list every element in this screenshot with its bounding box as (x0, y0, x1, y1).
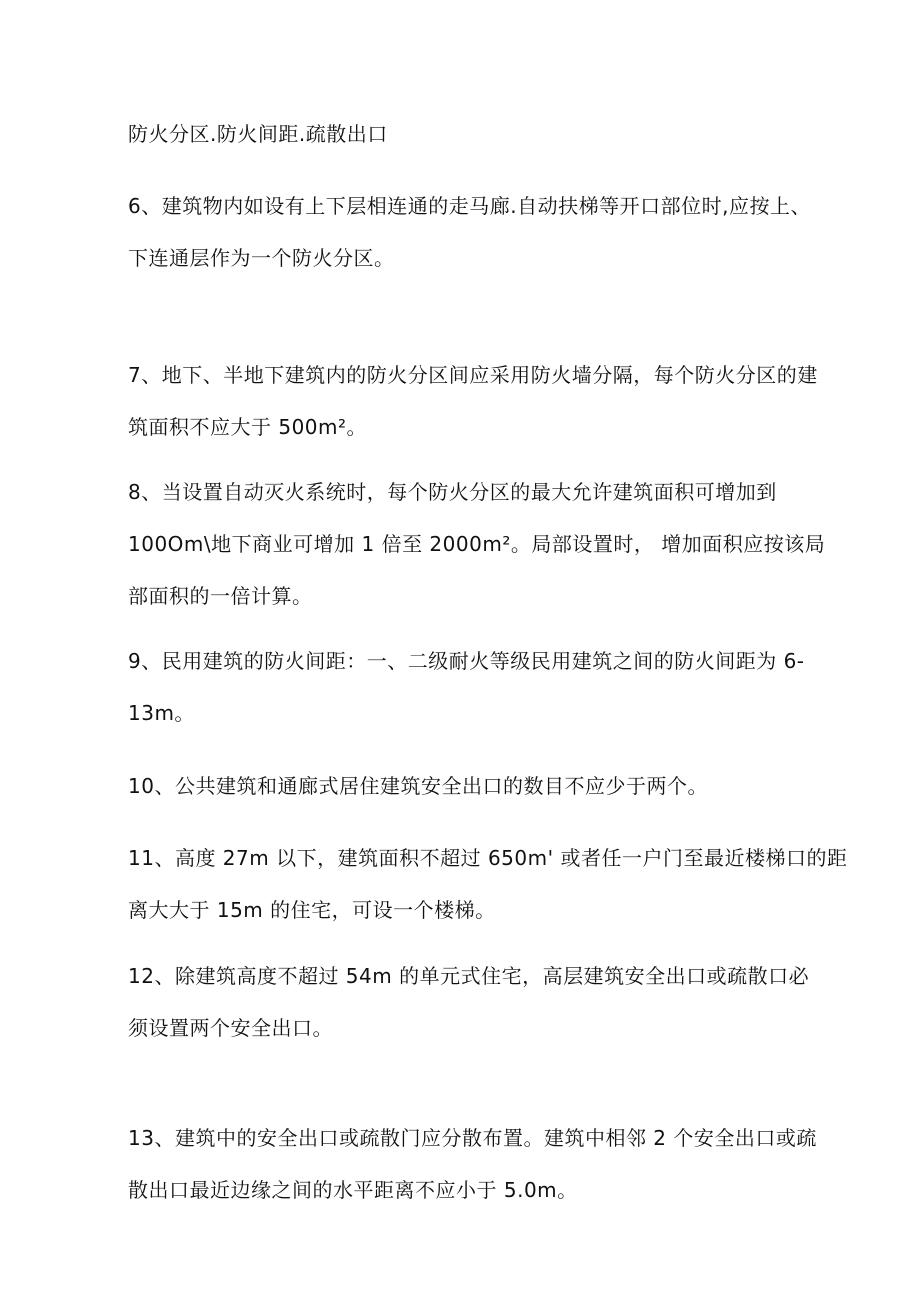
paragraph-line: 筑面积不应大于 500m²。 (128, 415, 368, 439)
paragraph-line: 12、除建筑高度不超过 54m 的单元式住宅，高层建筑安全出口或疏散口必 (128, 964, 810, 988)
paragraph-line: 13m。 (128, 701, 195, 725)
paragraph-item-13 (128, 1112, 817, 1216)
paragraph-item-11 (128, 832, 848, 936)
paragraph-line: 11、高度 27m 以下，建筑面积不超过 650m' 或者任一户门至最近楼梯口的距 (128, 846, 848, 870)
paragraph-line: 6、建筑物内如设有上下层相连通的走马廊.自动扶梯等开口部位时,应按上、 (128, 194, 811, 218)
paragraph-line: 部面积的一倍计算。 (128, 584, 313, 608)
paragraph-item-12 (128, 950, 810, 1054)
paragraph-item-8 (128, 466, 826, 622)
heading-line: 防火分区.防火间距.疏散出口 (128, 122, 388, 146)
paragraph-line: 13、建筑中的安全出口或疏散门应分散布置。建筑中相邻 2 个安全出口或疏 (128, 1126, 817, 1150)
paragraph-line: 8、当设置自动灭火系统时，每个防火分区的最大允许建筑面积可增加到 (128, 480, 777, 504)
paragraph-line: 7、地下、半地下建筑内的防火分区间应采用防火墙分隔，每个防火分区的建 (128, 363, 818, 387)
paragraph-line: 散出口最近边缘之间的水平距离不应小于 5.0m。 (128, 1178, 578, 1202)
paragraph-line: 10、公共建筑和通廊式居住建筑安全出口的数目不应少于两个。 (128, 774, 708, 798)
paragraph-item-7 (128, 349, 818, 453)
paragraph-item-6 (128, 180, 811, 284)
paragraph-item-9 (128, 635, 805, 739)
paragraph-line: 100Om\地下商业可增加 1 倍至 2000m²。局部设置时， 增加面积应按该局 (128, 532, 826, 556)
paragraph-item-10 (128, 760, 798, 812)
section-heading (128, 108, 798, 160)
paragraph-line: 须设置两个安全出口。 (128, 1016, 333, 1040)
paragraph-line: 9、民用建筑的防火间距：一、二级耐火等级民用建筑之间的防火间距为 6- (128, 649, 805, 673)
paragraph-line: 下连通层作为一个防火分区。 (128, 246, 395, 270)
paragraph-line: 离大大于 15m 的住宅，可设一个楼梯。 (128, 898, 496, 922)
